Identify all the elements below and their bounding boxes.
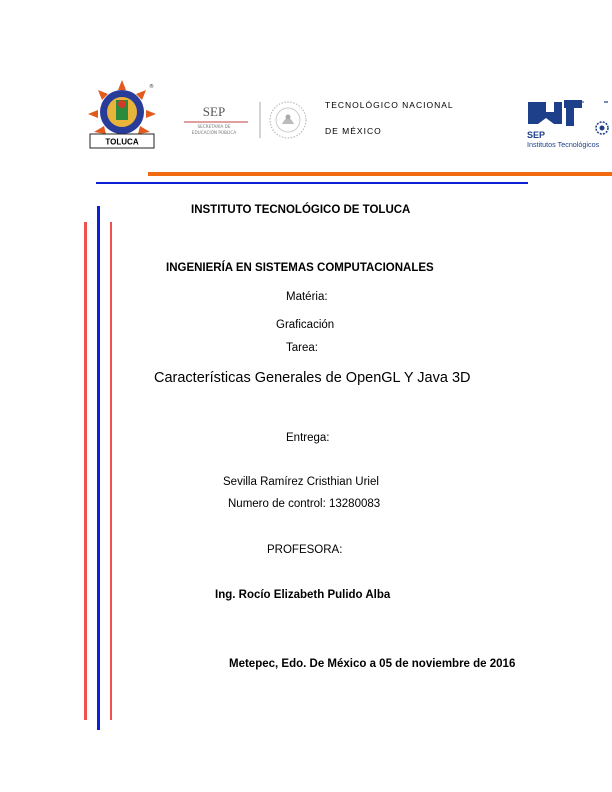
blue-header-line	[96, 182, 528, 184]
sep-it-text: SEP	[527, 130, 546, 140]
svg-text:®: ®	[149, 84, 154, 90]
task-title: Características Generales de OpenGL Y Java 3D	[154, 370, 471, 386]
gear-seal-icon	[596, 122, 608, 134]
orange-header-line	[148, 172, 612, 176]
toluca-logo-text: TOLUCA	[105, 137, 139, 147]
sep-logo-text: SEP	[202, 104, 226, 119]
place-date: Metepec, Edo. De México a 05 de noviembre de 2016	[229, 658, 516, 670]
sep-it-caption: Institutos Tecnológicos	[527, 140, 600, 149]
institution-line2: DE MÉXICO	[325, 126, 382, 136]
subject-label: Matéria:	[286, 291, 328, 303]
sep-small-line1: SECRETARÍA DE	[197, 124, 231, 129]
left-blue-line	[97, 206, 100, 730]
sep-small-line2: EDUCACIÓN PÚBLICA	[191, 130, 237, 135]
toluca-logo	[86, 78, 158, 150]
career-name: INGENIERÍA EN SISTEMAS COMPUTACIONALES	[166, 262, 434, 274]
left-red-line-inner	[110, 222, 112, 720]
school-name: INSTITUTO TECNOLÓGICO DE TOLUCA	[191, 204, 411, 216]
teacher-label: PROFESORA:	[267, 544, 343, 556]
delivery-label: Entrega:	[286, 432, 330, 444]
mexico-seal-icon	[270, 102, 306, 138]
student-name: Sevilla Ramírez Cristhian Uriel	[223, 476, 379, 488]
teacher-name: Ing. Rocío Elizabeth Pulido Alba	[215, 589, 391, 601]
task-label: Tarea:	[286, 342, 318, 354]
sep-institutos-logo	[524, 98, 612, 150]
it-emblem-icon	[528, 100, 584, 126]
left-red-line	[84, 222, 87, 720]
toluca-emblem-icon	[86, 78, 158, 150]
subject-name: Graficación	[276, 319, 335, 331]
sep-logo	[176, 96, 316, 142]
control-number: Numero de control: 13280083	[228, 498, 381, 510]
institution-line1: TECNOLÓGICO NACIONAL	[325, 100, 454, 110]
